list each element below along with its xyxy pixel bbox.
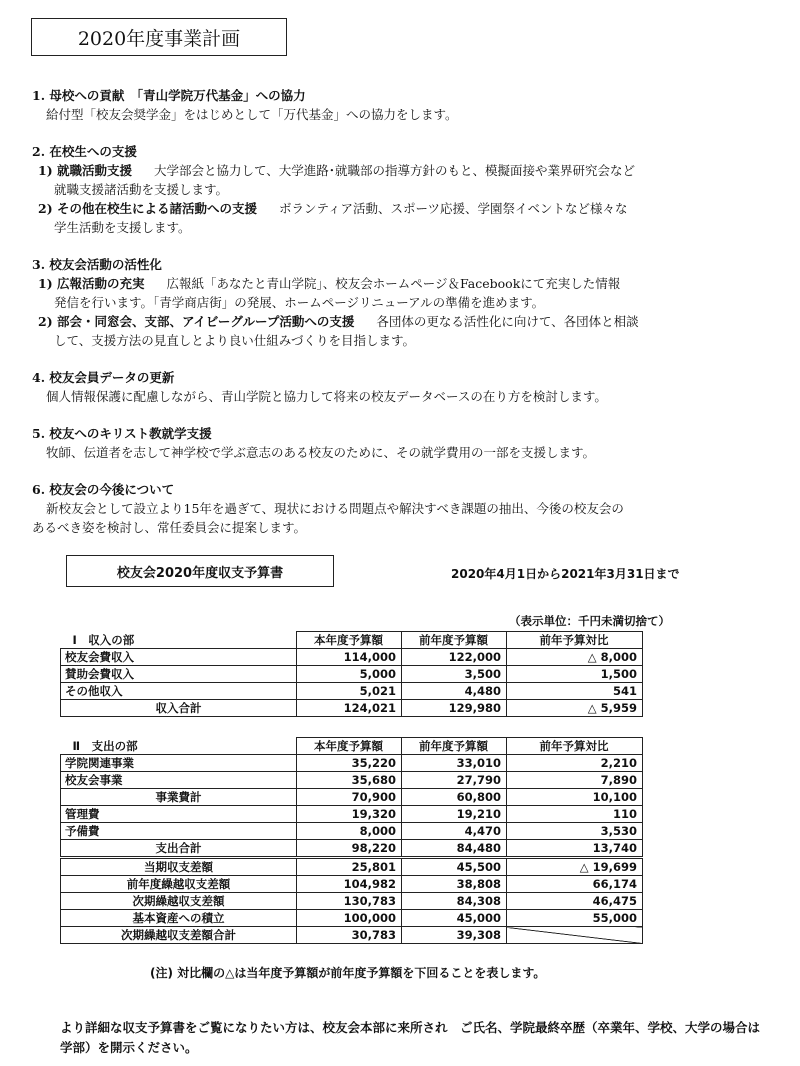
current-value: 8,000 — [297, 823, 402, 840]
comparison-value: 2,210 — [507, 755, 643, 772]
section-item — [32, 161, 772, 180]
previous-value: 39,308 — [402, 927, 507, 944]
section-6 — [32, 480, 772, 537]
expense-table — [60, 737, 643, 944]
current-value: 104,982 — [297, 876, 402, 893]
table-row — [61, 666, 643, 683]
header-comparison: 前年予算対比 — [507, 632, 643, 649]
current-value: 35,220 — [297, 755, 402, 772]
income-header-row — [61, 632, 643, 649]
section-body: 新校友会として設立より15年を過ぎて、現状における問題点や解決すべき課題の抽出、今後の校友会の — [46, 501, 624, 516]
comparison-value: 10,100 — [507, 789, 643, 806]
comparison-value — [507, 927, 643, 944]
row-name: 管理費 — [61, 806, 297, 823]
comparison-value: 46,475 — [507, 893, 643, 910]
budget-period: 2020年4月1日から2021年3月31日まで — [451, 567, 680, 581]
previous-value: 45,000 — [402, 910, 507, 927]
table-row — [61, 823, 643, 840]
table-row — [61, 910, 643, 927]
current-value: 124,021 — [297, 700, 402, 717]
budget-title: 校友会2020年度収支予算書 — [66, 555, 334, 587]
section-body: 給付型「校友会奨学金」をはじめとして「万代基金」への協力をします。 — [46, 107, 458, 122]
comparison-value: 13,740 — [507, 840, 643, 858]
previous-value: 45,500 — [402, 858, 507, 876]
table-row — [61, 649, 643, 666]
comparison-value: 55,000 — [507, 910, 643, 927]
item-continuation: 発信を行います。「青学商店街」の発展、ホームページリニューアルの準備を進めます。 — [54, 295, 545, 310]
row-name: 基本資産への積立 — [61, 910, 297, 927]
comparison-value: 1,500 — [507, 666, 643, 683]
current-value: 35,680 — [297, 772, 402, 789]
section-item — [32, 199, 772, 218]
item-label: 2) 部会・同窓会、支部、アイビーグループ活動への支援 — [38, 314, 355, 329]
table-row — [61, 683, 643, 700]
current-value: 5,021 — [297, 683, 402, 700]
comparison-value: △ 5,959 — [507, 700, 643, 717]
budget-unit: （表示単位：千円未満切捨て） — [509, 614, 670, 628]
item-label: 1) 広報活動の充実 — [38, 276, 145, 291]
row-name: その他収入 — [61, 683, 297, 700]
section-5 — [32, 424, 772, 462]
table-row — [61, 806, 643, 823]
previous-value: 33,010 — [402, 755, 507, 772]
item-continuation: して、支援方法の見直しとより良い仕組みづくりを目指します。 — [54, 333, 416, 348]
table-row — [61, 840, 643, 858]
income-table — [60, 631, 643, 717]
section-1 — [32, 86, 772, 124]
comparison-value: 66,174 — [507, 876, 643, 893]
previous-value: 4,470 — [402, 823, 507, 840]
section-heading: 4. 校友会員データの更新 — [32, 370, 175, 385]
current-value: 25,801 — [297, 858, 402, 876]
row-name: 次期繰越収支差額合計 — [61, 927, 297, 944]
plan-sections — [32, 86, 772, 555]
section-body: 牧師、伝道者を志して神学校で学ぶ意志のある校友のために、その就学費用の一部を支援します。 — [46, 445, 596, 460]
page-title: 2020年度事業計画 — [31, 18, 287, 56]
previous-value: 19,210 — [402, 806, 507, 823]
section-heading: 5. 校友へのキリスト教就学支援 — [32, 426, 212, 441]
comparison-value: 3,530 — [507, 823, 643, 840]
current-value: 5,000 — [297, 666, 402, 683]
table-row — [61, 858, 643, 876]
expense-section-label: Ⅱ 支出の部 — [72, 738, 138, 753]
current-value: 130,783 — [297, 893, 402, 910]
current-value: 30,783 — [297, 927, 402, 944]
table-row — [61, 755, 643, 772]
section-3 — [32, 255, 772, 350]
row-name: 校友会事業 — [61, 772, 297, 789]
footer-text: より詳細な収支予算書をご覧になりたい方は、校友会本部に来所され ご氏名、学院最終卒歴（卒業年、学校、大学の場合は学部）を開示ください。 — [60, 1020, 761, 1055]
table-row — [61, 893, 643, 910]
row-name: 次期繰越収支差額 — [61, 893, 297, 910]
row-name: 予備費 — [61, 823, 297, 840]
row-name: 当期収支差額 — [61, 858, 297, 876]
row-name: 校友会費収入 — [61, 649, 297, 666]
item-text: 大学部会と協力して、大学進路･就職部の指導方針のもと、模擬面接や業界研究会など — [153, 163, 635, 178]
section-4 — [32, 368, 772, 406]
item-continuation: 就職支援諸活動を支援します。 — [54, 182, 229, 197]
previous-value: 122,000 — [402, 649, 507, 666]
section-heading: 6. 校友会の今後について — [32, 482, 175, 497]
previous-value: 4,480 — [402, 683, 507, 700]
previous-value: 129,980 — [402, 700, 507, 717]
previous-value: 84,308 — [402, 893, 507, 910]
section-body-cont: あるべき姿を検討し、常任委員会に提案します。 — [32, 520, 307, 535]
comparison-value: △ 8,000 — [507, 649, 643, 666]
table-row — [61, 772, 643, 789]
row-name: 事業費計 — [61, 789, 297, 806]
row-name: 収入合計 — [61, 700, 297, 717]
previous-value: 27,790 — [402, 772, 507, 789]
comparison-value: 541 — [507, 683, 643, 700]
item-text: ボランティア活動、スポーツ応援、学園祭イベントなど様々な — [278, 201, 628, 216]
current-value: 70,900 — [297, 789, 402, 806]
item-text: 各団体の更なる活性化に向けて、各団体と相談 — [376, 314, 639, 329]
table-row — [61, 927, 643, 944]
previous-value: 38,808 — [402, 876, 507, 893]
section-item — [32, 312, 772, 331]
item-continuation: 学生活動を支援します。 — [54, 220, 191, 235]
item-text: 広報紙「あなたと青山学院」、校友会ホームページ＆Facebookにて充実した情報 — [166, 276, 621, 291]
previous-value: 3,500 — [402, 666, 507, 683]
comparison-value: 110 — [507, 806, 643, 823]
section-item — [32, 274, 772, 293]
current-value: 19,320 — [297, 806, 402, 823]
row-name: 支出合計 — [61, 840, 297, 858]
budget-note: (注) 対比欄の△は当年度予算額が前年度予算額を下回ることを表します。 — [150, 966, 546, 980]
header-previous: 前年度予算額 — [402, 632, 507, 649]
section-heading: 1. 母校への貢献 「青山学院万代基金」への協力 — [32, 88, 306, 103]
table-row — [61, 876, 643, 893]
section-heading: 3. 校友会活動の活性化 — [32, 257, 162, 272]
income-section-label: Ⅰ 収入の部 — [72, 632, 135, 647]
item-label: 2) その他在校生による諸活動への支援 — [38, 201, 257, 216]
header-previous: 前年度予算額 — [402, 738, 507, 755]
table-row — [61, 789, 643, 806]
expense-header-row — [61, 738, 643, 755]
section-body: 個人情報保護に配慮しながら、青山学院と協力して将来の校友データベースの在り方を検討します。 — [46, 389, 607, 404]
header-current: 本年度予算額 — [297, 738, 402, 755]
previous-value: 84,480 — [402, 840, 507, 858]
header-current: 本年度予算額 — [297, 632, 402, 649]
header-comparison: 前年予算対比 — [507, 738, 643, 755]
comparison-value: 7,890 — [507, 772, 643, 789]
row-name: 前年度繰越収支差額 — [61, 876, 297, 893]
current-value: 98,220 — [297, 840, 402, 858]
current-value: 114,000 — [297, 649, 402, 666]
item-label: 1) 就職活動支援 — [38, 163, 132, 178]
section-2 — [32, 142, 772, 237]
row-name: 学院関連事業 — [61, 755, 297, 772]
comparison-value: △ 19,699 — [507, 858, 643, 876]
row-name: 賛助会費収入 — [61, 666, 297, 683]
current-value: 100,000 — [297, 910, 402, 927]
previous-value: 60,800 — [402, 789, 507, 806]
section-heading: 2. 在校生への支援 — [32, 144, 137, 159]
table-row — [61, 700, 643, 717]
